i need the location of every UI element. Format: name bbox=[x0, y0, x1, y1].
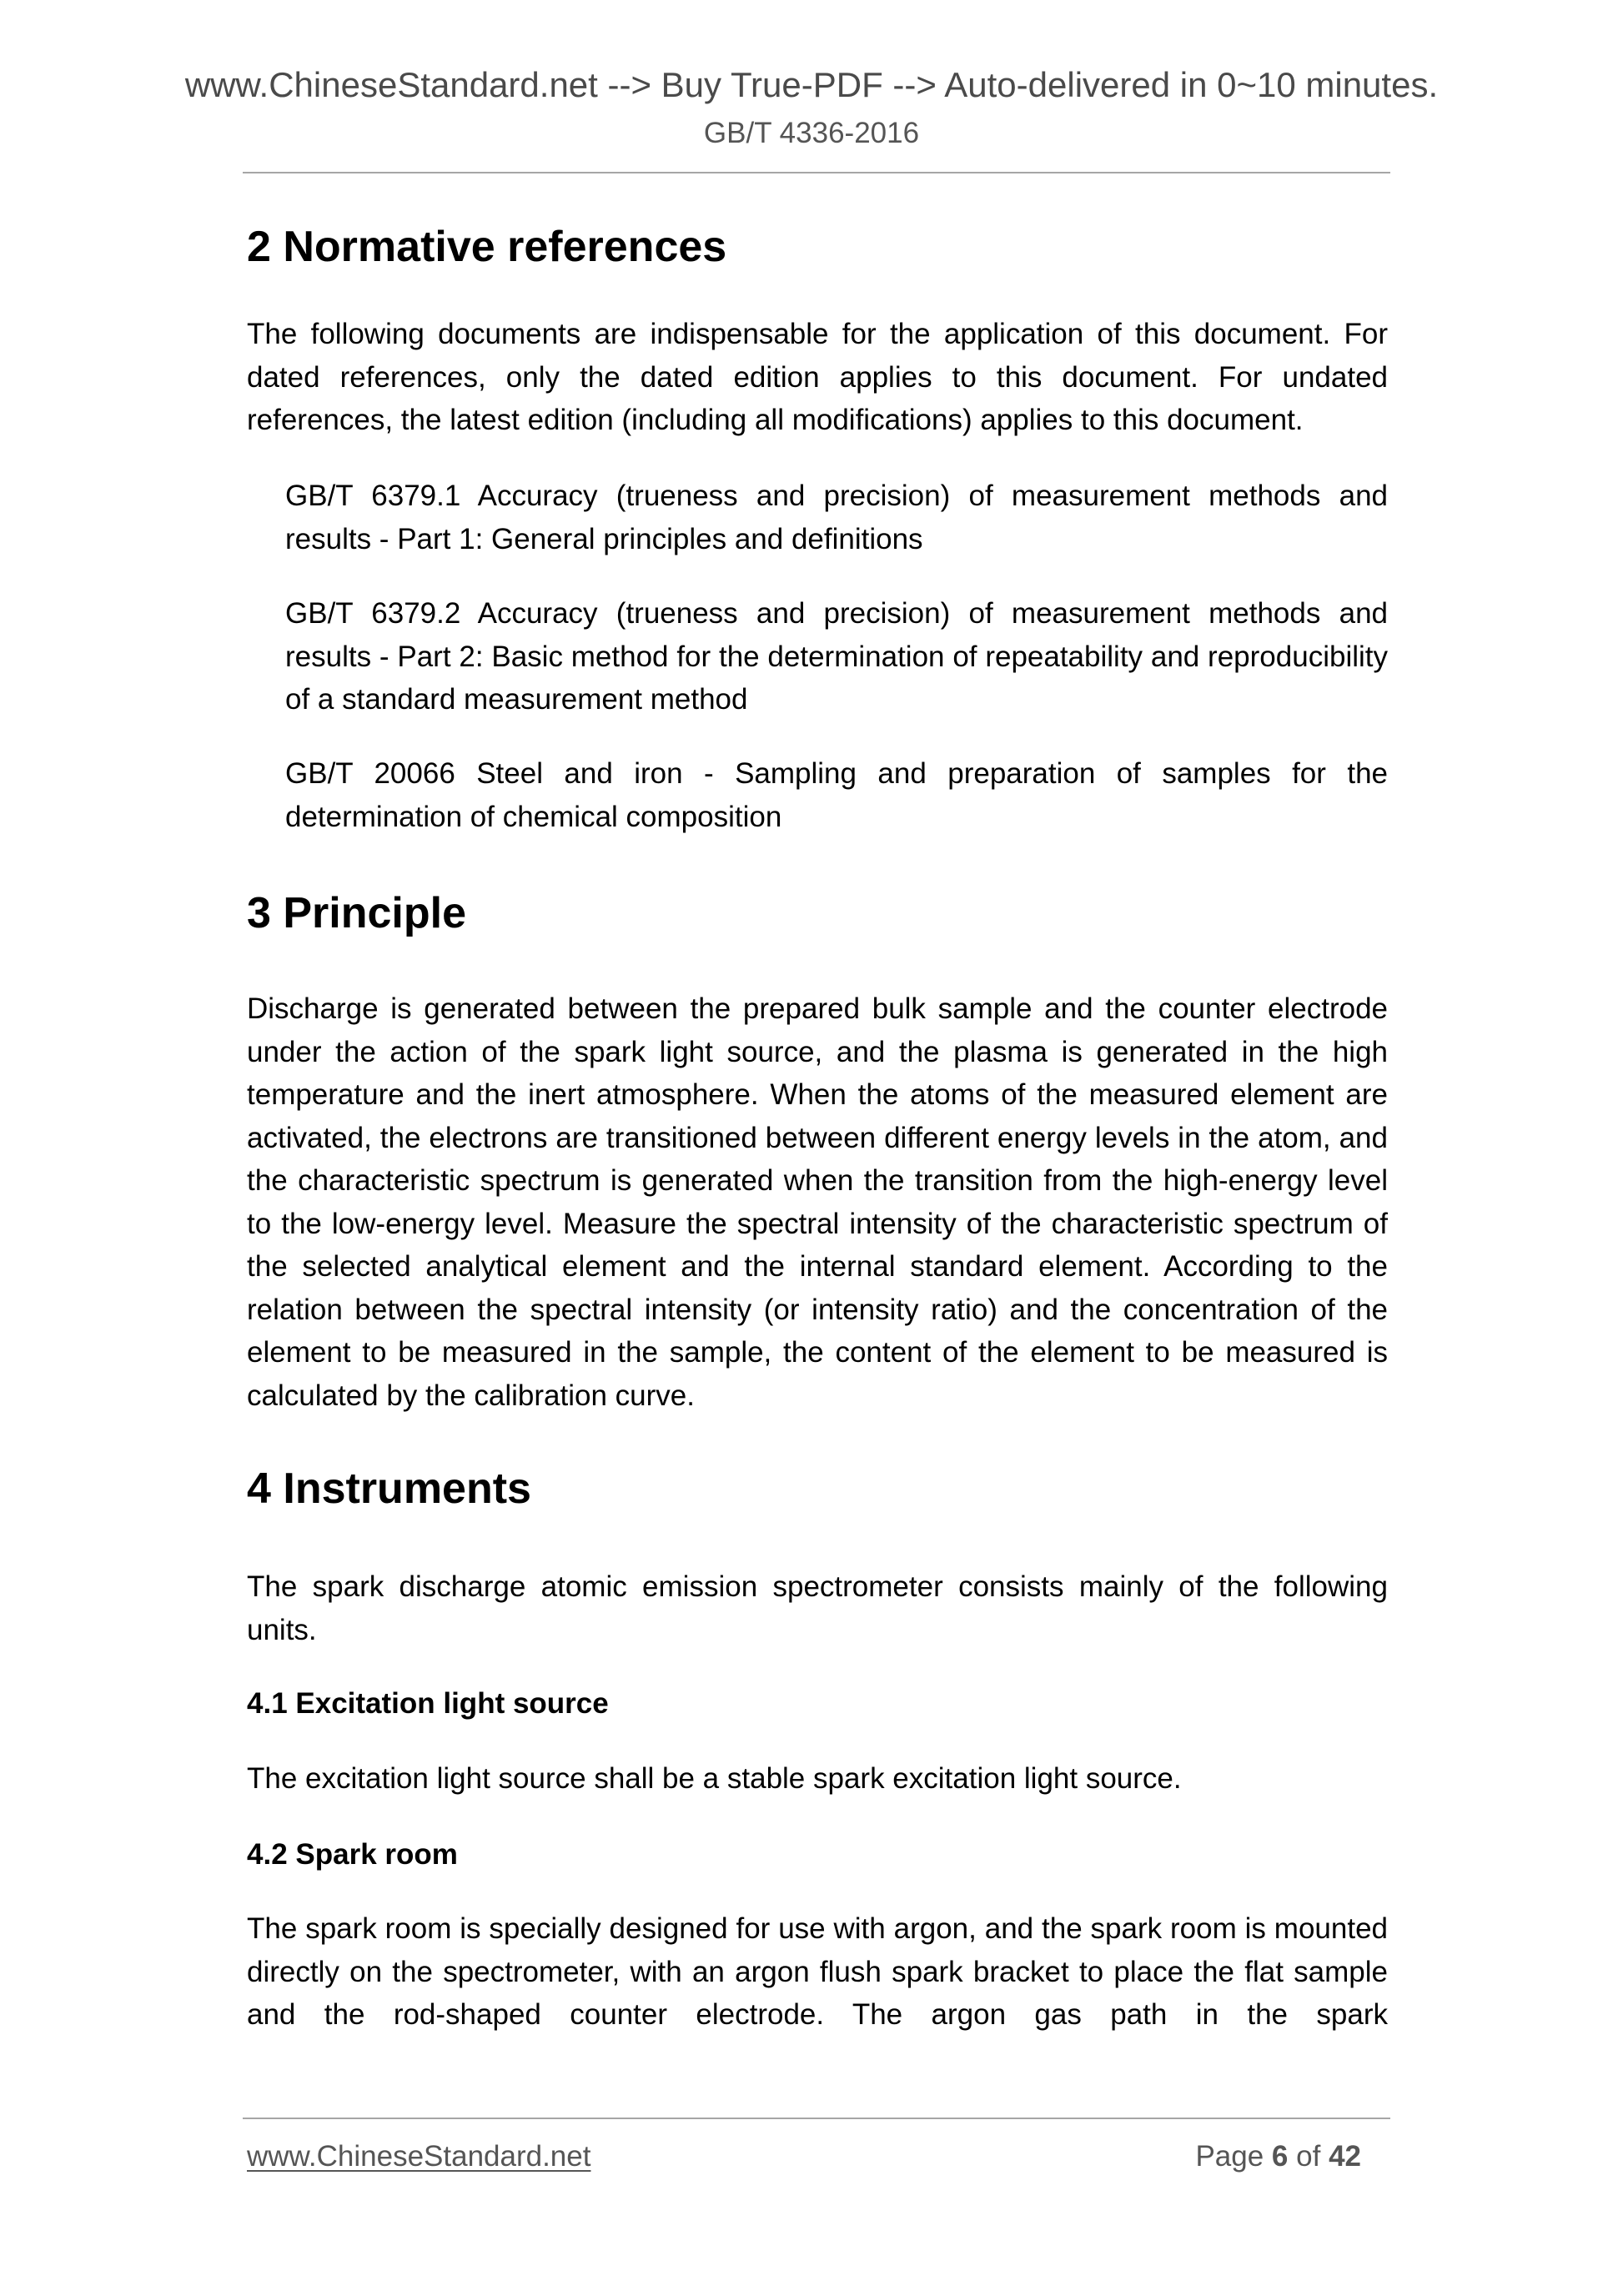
instruments-intro: The spark discharge atomic emission spectrometer consists mainly of the following units. bbox=[247, 1570, 1388, 1646]
subsection-heading-spark-room: 4.2 Spark room bbox=[247, 1838, 458, 1871]
normative-references-intro: The following documents are indispensable for the application of this document. For dated references, only the dated edition applies to this document. For undated references, the latest edition (including all modifications) applies to this document. bbox=[247, 318, 1388, 436]
section-heading-instruments: 4 Instruments bbox=[247, 1465, 531, 1513]
page-current: 6 bbox=[1271, 2140, 1289, 2173]
section-heading-normative-references: 2 Normative references bbox=[247, 223, 727, 271]
header-divider bbox=[243, 172, 1390, 173]
standard-code: GB/T 4336-2016 bbox=[703, 117, 920, 149]
section-heading-principle: 3 Principle bbox=[247, 889, 466, 937]
reference-item: GB/T 20066 Steel and iron - Sampling and preparation of samples for the determination of chemical composition bbox=[285, 757, 1388, 833]
principle-text: Discharge is generated between the prepared bulk sample and the counter electrode under the action of the spark light source, and the plasma is generated in the high temperature and the inert atmosphere. When the atoms of the measured element are activated, the electrons are transitioned between different energy levels in the atom, and the characteristic spectrum is generated when the transition from the high-energy level to the low-energy level. Measure the spectral intensity of the characteristic spectrum of the selected analytical element and the internal standard element. According to the relation between the spectral intensity (or intensity ratio) and the concentration of the element to be measured in the sample, the content of the element to be measured is calculated by the calibration curve. bbox=[247, 992, 1388, 1412]
excitation-light-source-text: The excitation light source shall be a stable spark excitation light source. bbox=[247, 1762, 1182, 1795]
footer-website-link[interactable]: www.ChineseStandard.net bbox=[247, 2140, 591, 2173]
reference-item: GB/T 6379.1 Accuracy (trueness and precision) of measurement methods and results - Part 1: General principles and definitions bbox=[285, 480, 1388, 555]
footer-divider bbox=[243, 2118, 1390, 2119]
page-indicator bbox=[1195, 2136, 1361, 2178]
page-total: 42 bbox=[1329, 2140, 1361, 2173]
header-banner: www.ChineseStandard.net --> Buy True-PDF --> Auto-delivered in 0~10 minutes. bbox=[184, 65, 1439, 104]
page-label: Page bbox=[1195, 2140, 1264, 2173]
subsection-heading-excitation-light-source: 4.1 Excitation light source bbox=[247, 1687, 609, 1720]
reference-item: GB/T 6379.2 Accuracy (trueness and precision) of measurement methods and results - Part 2: Basic method for the determination of repeatability and reproducibility of a standard measurement method bbox=[285, 597, 1388, 716]
spark-room-text: The spark room is specially designed for use with argon, and the spark room is mounted directly on the spectrometer, with an argon flush spark bracket to place the flat sample and the rod-shaped counter electrode. The argon gas path in the spark bbox=[247, 1912, 1388, 2031]
page-of-label: of bbox=[1296, 2140, 1321, 2173]
